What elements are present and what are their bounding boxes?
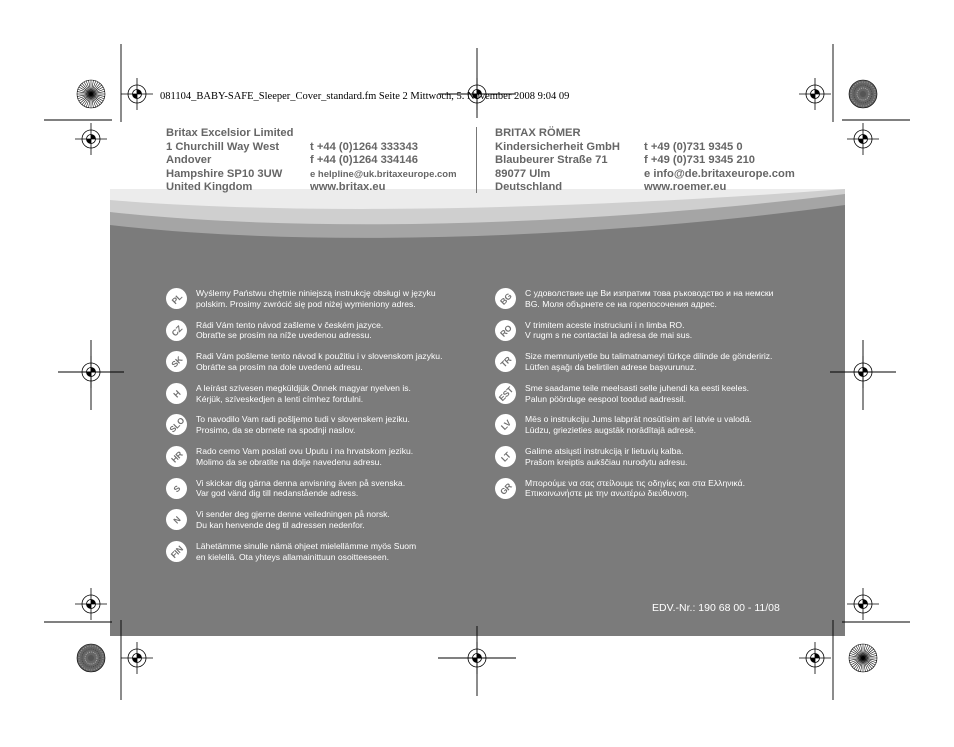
language-text-line: Wyślemy Państwu chętnie niniejszą instrukcję obsługi w języku (196, 288, 436, 298)
language-code: RO (497, 322, 514, 339)
address-line: t +44 (0)1264 333343 (310, 140, 418, 153)
language-code: N (170, 514, 183, 526)
edv-number: EDV.-Nr.: 190 68 00 - 11/08 (652, 602, 780, 614)
de-address-block (495, 127, 620, 195)
address-line (644, 127, 795, 141)
language-code: GR (497, 480, 514, 496)
language-text (196, 414, 410, 436)
language-text-line: Lūdzu, griezieties augstāk norādītajā adresē. (525, 425, 697, 436)
language-text-line: Obráťte sa prosím na dole uvedenú adresu. (196, 361, 363, 372)
language-text-line: V rugm s ne contactai la adresa de mai sus. (525, 330, 693, 341)
address-divider (476, 127, 477, 193)
address-line: Kindersicherheit GmbH (495, 140, 620, 153)
uk-address-block (166, 127, 293, 195)
address-line: Britax Excelsior Limited (166, 127, 294, 139)
language-text-line: Size memnuniyetle bu talimatnameyi türkçe dilinde de göndeririz. (525, 351, 773, 362)
language-text-line: Vi skickar dig gärna denna anvisning även på svenska. (196, 477, 406, 488)
language-text-line: Rádi Vám tento návod zašleme v českém jazyce. (196, 319, 384, 330)
language-text-line: Lähetämme sinulle nämä ohjeet mielellämme myös Suom (196, 540, 417, 551)
language-text-line: Mēs o instrukciju Jums labprāt nosūtīsim arī latvie u valodā. (525, 414, 752, 425)
language-text (196, 320, 383, 342)
language-text-line: С удоволствие ще Ви изпратим това ръководство и на немски (525, 288, 774, 298)
language-code: H (170, 387, 183, 399)
language-code: LT (498, 449, 513, 464)
language-text-line: Rado cemo Vam poslati ovu Uputu i na hrvatskom jeziku. (196, 445, 414, 456)
language-text-line: A leírást szívesen megküldjük Önnek magyar nyelven is. (196, 382, 411, 393)
language-text-line: Prosimo, da se obrnete na spodnji naslov. (196, 425, 356, 436)
language-code: EST (496, 384, 515, 403)
language-text (525, 446, 687, 468)
language-text-line: To navodilo Vam radi pošljemo tudi v slovenskem jeziku. (196, 414, 410, 425)
address-line: f +49 (0)731 9345 210 (644, 154, 756, 166)
address-line (310, 127, 457, 141)
address-line: f +44 (0)1264 334146 (310, 154, 418, 166)
address-line: 1 Churchill Way West (166, 140, 280, 153)
language-text (525, 320, 692, 342)
language-code: SLO (166, 415, 187, 435)
language-text-line: Var god vänd dig till nedanstående adress. (196, 488, 359, 499)
address-line: Andover (166, 154, 212, 166)
language-code: BG (497, 290, 514, 307)
language-code: PL (169, 291, 184, 306)
language-code: LV (498, 417, 513, 432)
language-text-line: V trimitem aceste instruciuni i n limba RO. (525, 319, 685, 330)
language-text-line: Galime atsiųsti instrukciją ir lietuvių kalba. (525, 445, 684, 456)
language-text (525, 414, 752, 436)
language-text (525, 383, 749, 405)
language-code: CZ (169, 322, 184, 338)
language-text-line: en kielellä. Ota yhteys allamainittuun osoitteeseen. (196, 551, 389, 562)
address-line: t +49 (0)731 9345 0 (644, 140, 743, 153)
language-text-line: Sme saadame teile meelsasti selle juhendi ka eesti keeles. (525, 382, 750, 393)
address-line: United Kingdom (166, 181, 253, 193)
language-text-line: Molimo da se obratite na dolje navedenu adresu. (196, 456, 382, 467)
language-text (196, 383, 411, 405)
de-contact-block (644, 127, 795, 195)
language-text (525, 288, 773, 310)
language-text-line: Επικοινωνήστε με την ανωτέρω διεύθυνση. (525, 488, 690, 499)
language-text-line: Prašom kreiptis aukščiau nurodytu adresu. (525, 456, 688, 467)
language-text-line: Du kan henvende deg til adressen nedenfor. (196, 519, 365, 530)
address-line: 89077 Ulm (495, 167, 551, 180)
language-text-line: Kérjük, szíveskedjen a lenti címhez fordulni. (196, 393, 364, 404)
address-line: Blaubeurer Straße 71 (495, 154, 608, 166)
language-text-line: BG. Моля обърнете се на горепосочения адрес. (525, 298, 717, 309)
language-text (196, 509, 390, 531)
language-text (196, 351, 442, 373)
language-code: SK (168, 354, 185, 370)
address-line: www.britax.eu (310, 181, 386, 193)
uk-contact-block (310, 127, 457, 195)
language-text (196, 478, 405, 500)
address-line: BRITAX RÖMER (495, 127, 581, 139)
language-code: S (171, 482, 182, 494)
file-info-line: 081104_BABY-SAFE_Sleeper_Cover_standard.fm Seite 2 Mittwoch, 5. November 2008 9:04 09 (160, 91, 570, 102)
address-line: e info@de.britaxeurope.com (644, 167, 795, 180)
language-code: TR (498, 354, 513, 370)
language-code: HR (168, 448, 185, 465)
language-text-line: polskim. Prosimy zwrócić się pod niżej wymieniony adres. (196, 298, 416, 309)
language-text-line: Palun pöörduge eespool toodud aadressil. (525, 393, 687, 404)
language-text (525, 351, 772, 373)
language-code: FIN (168, 543, 185, 560)
language-text-line: Μπορούμε να σας στείλουμε τις οδηγίες και στα Ελληνικά. (525, 477, 745, 488)
address-line: Hampshire SP10 3UW (166, 167, 283, 180)
address-line: Deutschland (495, 181, 563, 193)
address-line: www.roemer.eu (644, 181, 727, 193)
language-text (196, 541, 416, 563)
language-text-line: Vi sender deg gjerne denne veiledningen på norsk. (196, 509, 390, 520)
language-text-line: Radi Vám pošleme tento návod k použitiu i v slovenskom jazyku. (196, 351, 443, 362)
address-line: e helpline@uk.britaxeurope.com (310, 168, 457, 180)
language-text (196, 288, 436, 310)
language-text (196, 446, 413, 468)
language-text-line: Lütfen aşağı da belirtilen adrese başvurunuz. (525, 361, 697, 372)
language-text-line: Obraťte se prosím na níže uvedenou adressu. (196, 330, 372, 341)
language-text (525, 478, 745, 500)
grey-panel (110, 189, 845, 636)
